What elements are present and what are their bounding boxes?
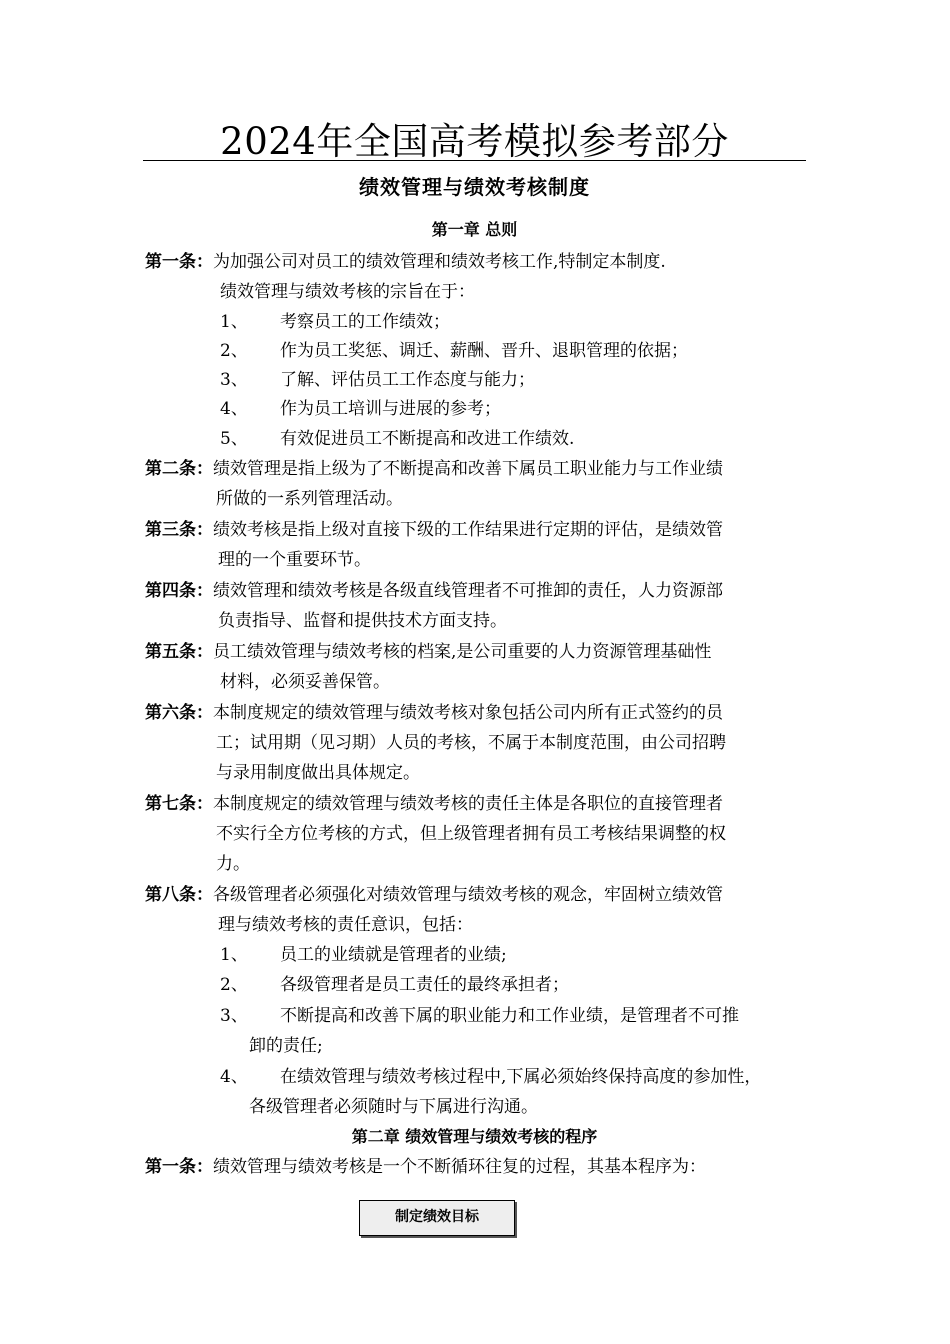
- article-6-cont: 与录用制度做出具体规定。: [216, 763, 420, 783]
- article-6-cont: 工；试用期（见习期）人员的考核，不属于本制度范围，由公司招聘: [216, 733, 726, 753]
- article-6: 第六条：本制度规定的绩效管理与绩效考核对象包括公司内所有正式签约的员: [145, 703, 723, 723]
- article-7-cont: 力。: [216, 854, 250, 874]
- list-item: 2、 作为员工奖惩、调迁、薪酬、晋升、退职管理的依据；: [220, 341, 688, 361]
- article-1: [145, 250, 666, 274]
- chapter-2-article-1-label: 第一条：: [145, 1157, 213, 1177]
- article-5-label: 第五条：: [145, 642, 213, 662]
- article-7: 第七条：本制度规定的绩效管理与绩效考核的责任主体是各职位的直接管理者: [145, 794, 723, 814]
- article-8-label: 第八条：: [145, 885, 213, 905]
- article-4-label: 第四条：: [145, 581, 213, 601]
- article-2-label: 第二条：: [145, 459, 213, 479]
- list-item: 5、 有效促进员工不断提高和改进工作绩效.: [220, 429, 575, 449]
- flowchart-step-set-goals: 制定绩效目标: [359, 1200, 515, 1236]
- article-3-cont: 理的一个重要环节。: [218, 550, 371, 570]
- list-item-cont: 各级管理者必须随时与下属进行沟通。: [249, 1097, 538, 1117]
- article-1-label: 第一条：: [145, 252, 213, 272]
- article-3-label: 第三条：: [145, 520, 213, 540]
- article-7-cont: 不实行全方位考核的方式，但上级管理者拥有员工考核结果调整的权: [216, 824, 726, 844]
- page-title: 2024年全国高考模拟参考部分: [220, 120, 729, 163]
- list-item: 1、 考察员工的工作绩效；: [220, 312, 450, 332]
- article-7-label: 第七条：: [145, 794, 213, 814]
- article-2-cont: 所做的一系列管理活动。: [216, 489, 403, 509]
- article-4-cont: 负责指导、监督和提供技术方面支持。: [218, 611, 507, 631]
- article-1-intro: 绩效管理与绩效考核的宗旨在于：: [220, 282, 475, 302]
- chapter-2-heading: 第二章 绩效管理与绩效考核的程序: [351, 1127, 598, 1146]
- article-3: 第三条：绩效考核是指上级对直接下级的工作结果进行定期的评估，是绩效管: [145, 520, 723, 540]
- article-5-cont: 材料，必须妥善保管。: [220, 672, 390, 692]
- list-item: 3、 不断提高和改善下属的职业能力和工作业绩，是管理者不可推: [220, 1006, 739, 1026]
- chapter-1-heading: 第一章 总则: [431, 220, 518, 239]
- list-item: 3、 了解、评估员工工作态度与能力；: [220, 370, 535, 390]
- article-2: 第二条：绩效管理是指上级为了不断提高和改善下属员工职业能力与工作业绩: [145, 459, 723, 479]
- article-5: 第五条：员工绩效管理与绩效考核的档案,是公司重要的人力资源管理基础性: [145, 642, 712, 662]
- article-8-cont: 理与绩效考核的责任意识，包括：: [218, 915, 473, 935]
- article-4: 第四条：绩效管理和绩效考核是各级直线管理者不可推卸的责任，人力资源部: [145, 581, 723, 601]
- list-item: 4、 作为员工培训与进展的参考；: [220, 399, 501, 419]
- article-1-text: 为加强公司对员工的绩效管理和绩效考核工作,特制定本制度.: [213, 252, 666, 272]
- list-item: 1、 员工的业绩就是管理者的业绩;: [220, 945, 507, 965]
- list-item-cont: 卸的责任;: [249, 1036, 323, 1056]
- document-subtitle: 绩效管理与绩效考核制度: [359, 175, 590, 199]
- article-8: 第八条：各级管理者必须强化对绩效管理与绩效考核的观念，牢固树立绩效管: [145, 885, 723, 905]
- article-6-label: 第六条：: [145, 703, 213, 723]
- list-item: 2、 各级管理者是员工责任的最终承担者；: [220, 975, 569, 995]
- list-item: 4、 在绩效管理与绩效考核过程中,下属必须始终保持高度的参加性，: [220, 1067, 762, 1087]
- title-underline: [143, 160, 806, 161]
- chapter-2-article-1: 第一条：绩效管理与绩效考核是一个不断循环往复的过程，其基本程序为：: [145, 1157, 706, 1177]
